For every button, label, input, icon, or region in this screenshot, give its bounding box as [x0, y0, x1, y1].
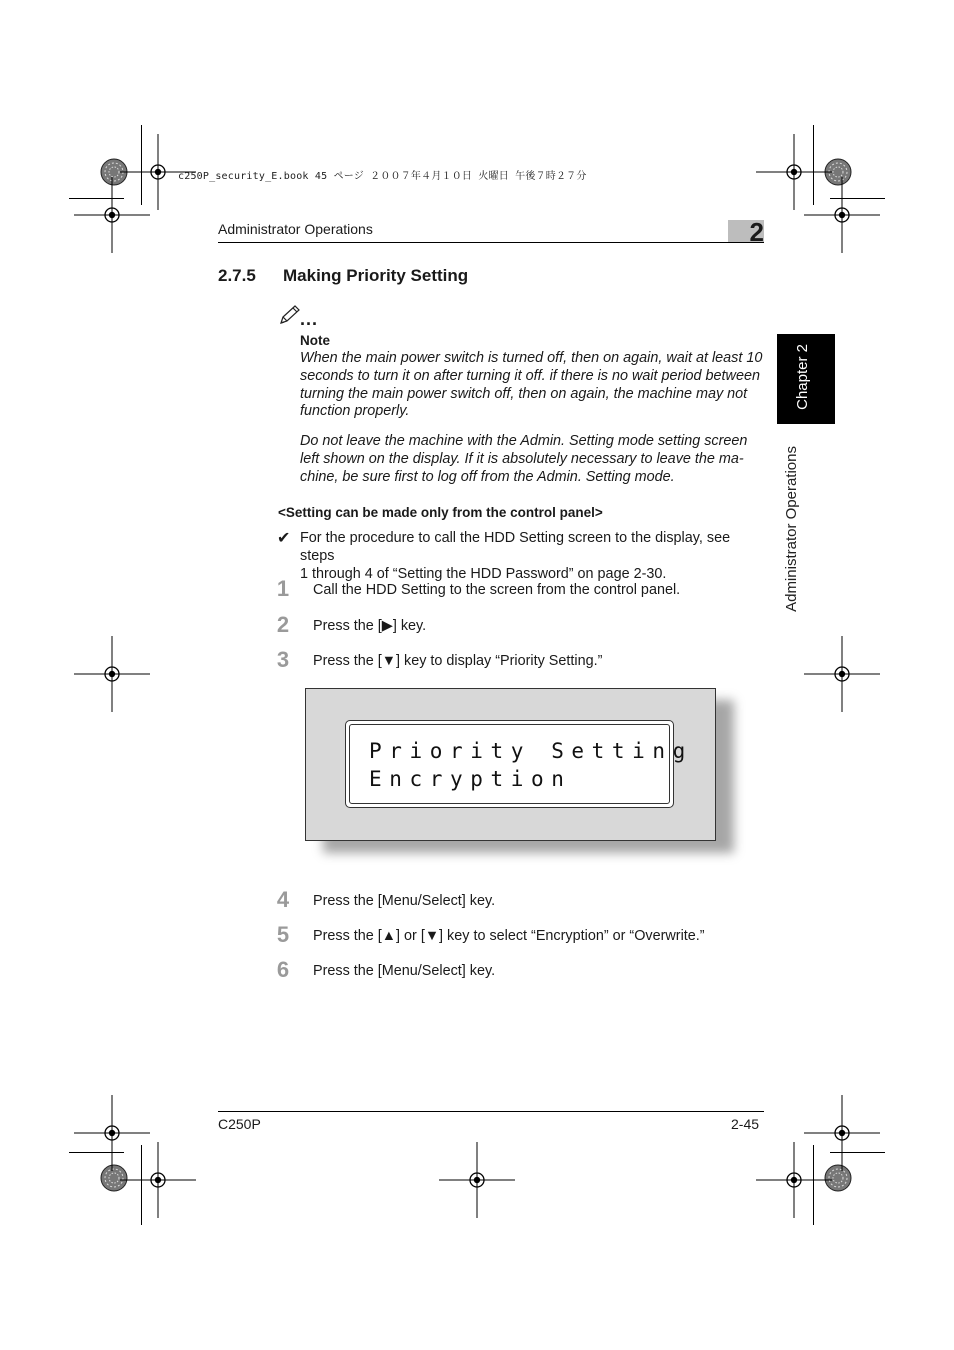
starburst-mark-bottom-left: [101, 1165, 127, 1191]
note-line: turning the main power switch off, then on again, the machine may not: [300, 385, 748, 402]
lcd-line-1: Priority Setting: [369, 739, 693, 763]
print-metadata: c250P_security_E.book 45 ページ ２００７年４月１０日 火曜日 午後７時２７分: [178, 171, 587, 182]
note-line: function properly.: [300, 403, 410, 420]
step-number: 3: [276, 647, 290, 672]
section-side-label: Administrator Operations: [783, 446, 800, 612]
chapter-tab-label: Chapter 2: [794, 344, 811, 410]
lcd-screen-frame: [345, 720, 693, 808]
step-number: 2: [276, 612, 290, 637]
footer-rule: [218, 1111, 764, 1112]
step-text: Press the [Menu/Select] key.: [313, 893, 496, 909]
chapter-side-tab: [777, 334, 835, 424]
step-text: Press the [▶] key.: [313, 618, 427, 634]
step-number: 5: [276, 922, 290, 947]
running-head: Administrator Operations: [218, 221, 373, 237]
prerequisite-line: For the procedure to call the HDD Setting screen to the display, see steps: [300, 530, 731, 564]
footer-page-number: 2-45: [731, 1116, 760, 1132]
step-text: Press the [▲] or [▼] key to select “Encryption” or “Overwrite.”: [313, 928, 705, 944]
step-number: 6: [276, 957, 290, 982]
section-number: 2.7.5: [218, 266, 256, 285]
footer-model: C250P: [218, 1116, 261, 1132]
checkmark-icon: ✔: [277, 530, 291, 547]
setting-subheading: <Setting can be made only from the control panel>: [278, 505, 603, 520]
step-text: Call the HDD Setting to the screen from the control panel.: [313, 582, 681, 598]
prerequisite-line: 1 through 4 of “Setting the HDD Password” on page 2-30.: [300, 566, 667, 582]
header-rule: [218, 242, 764, 243]
step-number: 1: [276, 576, 290, 601]
note-paragraph-2: [300, 433, 770, 486]
note-line: chine, be sure first to log off from the Admin. Setting mode.: [300, 468, 675, 485]
note-line: When the main power switch is turned off, then on again, wait at least 10: [300, 350, 763, 366]
note-line: Do not leave the machine with the Admin. Setting mode setting screen: [300, 433, 748, 449]
lcd-screen: [349, 724, 693, 804]
lcd-line-2: Encryption: [369, 767, 572, 791]
note-paragraph-1: [300, 350, 770, 421]
step-number: 4: [276, 887, 290, 912]
prerequisite-text: [300, 529, 762, 583]
note-ellipsis: ...: [300, 309, 319, 329]
step-text: Press the [▼] key to display “Priority Setting.”: [313, 653, 603, 669]
lcd-display-panel: [305, 688, 716, 841]
note-label: Note: [300, 333, 330, 348]
chapter-number-badge: 2: [728, 220, 764, 242]
section-title: Making Priority Setting: [283, 266, 469, 285]
note-line: left shown on the display. If it is absolutely necessary to leave the ma-: [300, 450, 744, 467]
starburst-mark-bottom-right: [825, 1165, 851, 1191]
note-line: seconds to turn it on after turning it off. if there is no wait period between: [300, 367, 760, 384]
step-text: Press the [Menu/Select] key.: [313, 963, 496, 979]
